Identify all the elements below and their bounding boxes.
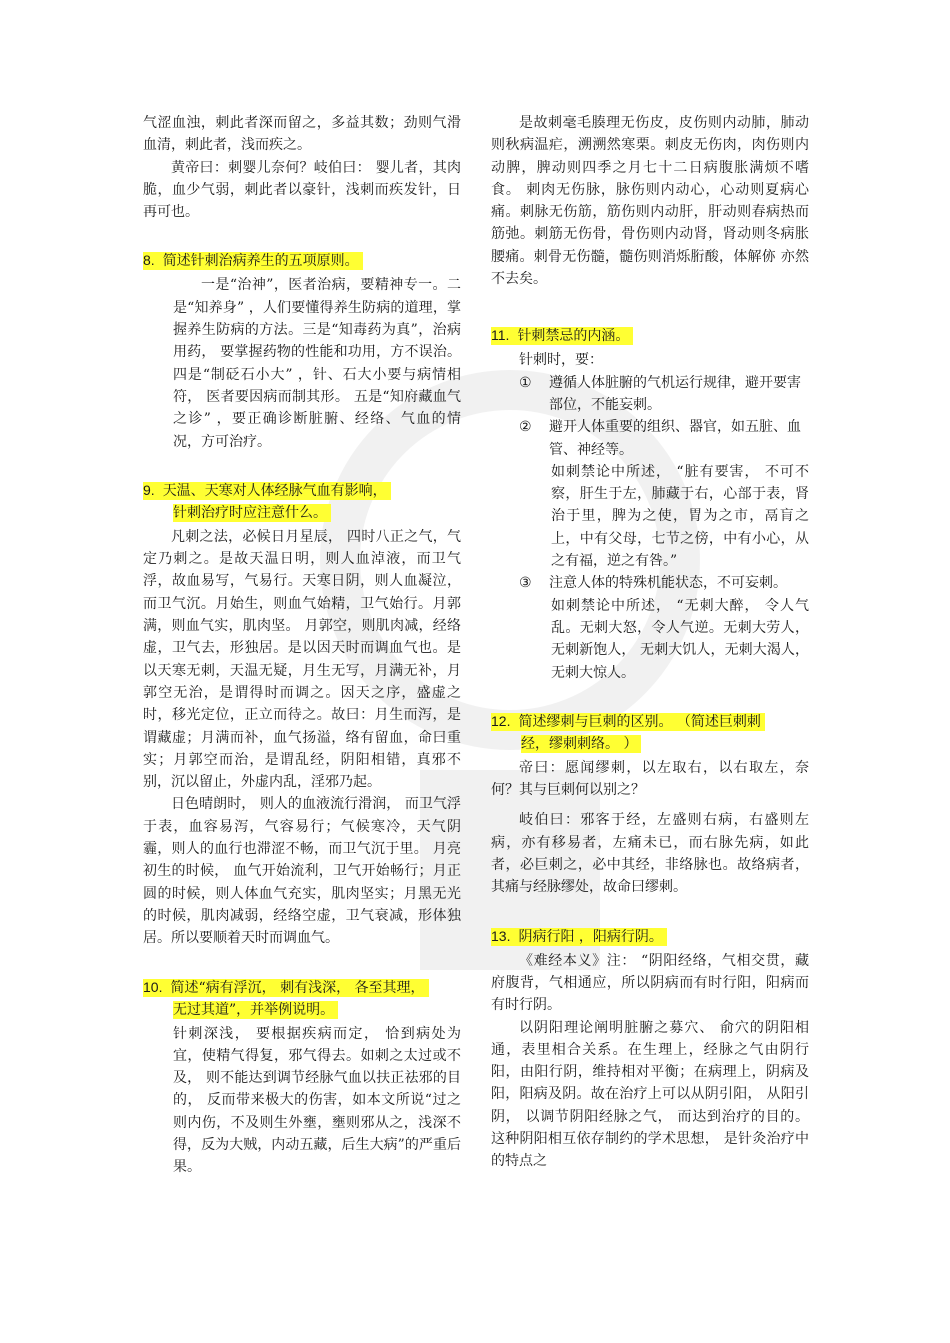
list-item: [491, 416, 809, 461]
list-item-text: 遵循人体脏腑的气机运行规律，避开要害部位，不能妄刺。: [549, 374, 801, 413]
question-8-heading: [143, 249, 461, 272]
question-8-answer: 一是“治神”，医者治病，要精神专一。二是“知养身” ，人们要懂得养生防病的道理，掌握养生防病的方法。三是“知毒药为真”，治病用药， 要掌握药物的性能和功用，方不误治。四是“制砭石小大” ，针、石大小要与病情相符， 医者要因病而制其形。 五是“知府藏血气之诊” ，要正确诊断脏腑、经络、气血的情况，方可治疗。: [173, 277, 461, 450]
list-marker: ②: [519, 419, 532, 436]
question-12-title-line-2: 经，缪刺刺络。 ）: [521, 735, 641, 753]
question-9-answer-1: 凡刺之法，必候日月星辰， 四时八正之气，气定乃刺之。是故天温日明，则人血淖液，而卫气浮，故血易写，气易行。天寒日阴，则人血凝泣，而卫气沉。月始生，则血气始精，卫气始行。月郭满，则血气实，肌肉坚。 月郭空，则肌肉减，经络虚，卫气去，形独居。是以因天时而调血气也。是以天寒无刺，天温无疑，月生无写，月满无补，月郭空无治，是谓得时而调之。因天之序，盛虚之时，移光定位，正立而待之。故曰：月生而泻，是谓藏虚；月满而补，血气扬溢，络有留血，命曰重实；月郭空而治，是谓乱经，阴阳相错，真邪不别，沉以留止，外虚内乱，淫邪乃起。: [143, 528, 461, 791]
question-9-title: 天温、天寒对人体经脉气血有影响，: [162, 482, 387, 499]
question-8-number: 8.: [143, 252, 155, 269]
question-11-quote-organs: 如刺禁论中所述， “脏有要害， 不可不察，肝生于左，肺藏于右，心部于表，肾治于里，脾为之使，胃为之市，鬲肓之上，中有父母，七节之傍，中有小心，从之有福，逆之有咎。”: [551, 463, 809, 570]
question-9-answer-2: 日色晴朗时， 则人的血液流行滑润， 而卫气浮于表，血容易泻，气容易行；气候寒冷，天气阴霾，则人的血行也滞涩不畅，而卫气沉于里。 月亮初生的时候， 血气开始流利，卫气开始畅行；月正圆的时候，则人体血气充实，肌肉坚实；月黑无光的时候，肌肉减弱，经络空虚，卫气衰减，形体独居。所以要顺着天时而调血气。: [143, 796, 461, 947]
question-11-title: 针刺禁忌的内涵。: [517, 328, 630, 345]
question-11-heading: [491, 324, 809, 347]
question-10-title-line-2: 无过其道”，并举例说明。: [173, 1001, 338, 1019]
list-item: [491, 572, 809, 594]
list-item-text: 注意人体的特殊机能状态，不可妄刺。: [549, 575, 787, 592]
left-intro-paragraph-2: 黄帝曰：刺婴儿奈何？岐伯曰： 婴儿者，其肉脆，血少气弱，刺此者以豪针，浅刺而疾发针，日再可也。: [143, 159, 461, 221]
list-item: [491, 372, 809, 417]
left-intro-paragraph-1: 气涩血浊，刺此者深而留之，多益其数；劲则气滑血清，刺此者，浅而疾之。: [143, 115, 461, 154]
question-11-number: 11.: [491, 327, 510, 344]
question-10-title: 简述“病有浮沉， 刺有浅深， 各至其理，: [170, 979, 425, 996]
question-9-number: 9.: [143, 481, 155, 498]
question-13-heading: [491, 925, 809, 948]
question-10-heading: [143, 976, 461, 1021]
question-8-title: 简述针刺治病养生的五项原则。: [162, 253, 359, 270]
list-marker: ③: [519, 575, 532, 592]
right-intro-paragraph: 是故刺毫毛腠理无伤皮，皮伤则内动肺，肺动则秋病温疟，溯溯然寒栗。刺皮无伤肉，肉伤则内动脾，脾动则四季之月七十二日病腹胀满烦不嗜食。 刺肉无伤脉，脉伤则内动心，心动则夏病心痛。刺脉无伤筋，筋伤则内动肝，肝动则春病热而筋弛。刺筋无伤骨，骨伤则内动肾，肾动则冬病胀腰痛。刺骨无伤髓，髓伤则消烁胻酸，体解㑊 亦然不去矣。: [491, 115, 809, 288]
question-11-quote-states: 如刺禁论中所述， “无刺大醉， 令人气乱。无刺大怒，令人气逆。无刺大劳人， 无刺新饱人， 无刺大饥人，无刺大渴人，无刺大惊人。: [551, 597, 809, 681]
right-column: [491, 112, 809, 1173]
question-10-answer: 针刺深浅， 要根据疾病而定， 恰到病处为宜，使精气得复，邪气得去。如刺之太过或不及， 则不能达到调节经脉气血以扶正祛邪的目的， 反而带来极大的伤害，如本文所说“过之则内伤，不及则生外壅，壅则邪从之，浅深不得，反为大贼，内动五藏，后生大病”的严重后果。: [173, 1025, 461, 1176]
question-9-title-line-2: 针刺治疗时应注意什么。: [173, 504, 331, 522]
question-12-number: 12.: [491, 712, 511, 729]
list-marker: ①: [519, 374, 532, 391]
question-13-number: 13.: [491, 927, 511, 944]
question-13-answer-2: 以阴阳理论阐明脏腑之募穴、 俞穴的阴阳相通，表里相合关系。在生理上，经脉之气由阴行阳，由阳行阴，维持相对平衡；在病理上，阴病及阳，阳病及阴。故在治疗上可以从阴引阳， 从阳引阴， 以调节阴阳经脉之气， 而达到治疗的目的。 这种阴阳相互依存制约的学术思想， 是针灸治疗中的特点之: [491, 1019, 809, 1170]
list-item-text: 避开人体重要的组织、器官，如五脏、血管、神经等。: [549, 419, 801, 458]
question-13-answer-1: 《难经本义》注： “阴阳经络，气相交贯，藏府腹背，气相通应，所以阴病而有时行阳，阳病而有时行阴。: [491, 952, 809, 1014]
left-column: [143, 112, 461, 1179]
question-13-title: 阴病行阳 ，阳病行阴。: [518, 928, 663, 945]
question-9-heading: [143, 479, 461, 524]
question-10-number: 10.: [143, 978, 163, 995]
question-12-answer-2: 岐伯曰：邪客于经，左盛则右病，右盛则左病，亦有移易者，左痛未已，而右脉先病，如此者，必巨刺之，必中其经，非络脉也。故络病者，其痛与经脉缪处，故命曰缪刺。: [491, 812, 809, 896]
question-11-lead: 针刺时，要：: [519, 352, 603, 369]
question-12-answer-1: 帝曰：愿闻缪刺，以左取右，以右取左，奈何？其与巨刺何以别之？: [491, 759, 809, 799]
question-12-heading: [491, 710, 809, 755]
question-12-title: 简述缪刺与巨刺的区别。 （简述巨刺刺: [518, 713, 761, 730]
